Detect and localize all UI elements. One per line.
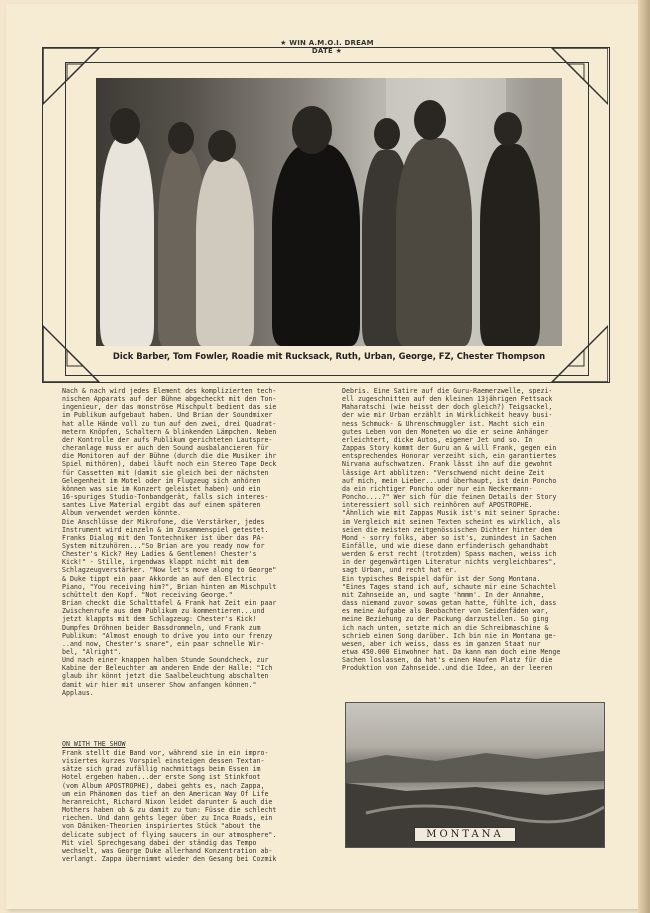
landscape-illustration <box>346 703 604 847</box>
band-group-photo <box>96 78 562 346</box>
article-column-right: Debris. Eine Satire auf die Guru-Raemerzwelle, spezi- ell zugeschnitten auf den kleinen 13jährigen Fettsack Maharatschi (wie heisst der doch gleich?) Teigsackel, der wie mir Urban erzählt in Wirklichkeit heavy busi- ness Schmuck- & Uhrenschmuggler ist. Macht sich ein gutes Leben von den Moneten wo die er seine Anhänger erleichtert, dicke Autos, eigener Jet und so. In Zappas Story kommt der Guru an & will Frank, gegen ein entsprechendes Honorar verzeiht sich, ein garantiertes Nirvana aufschwatzen. Frank lässt ihn auf die gewohnt lässige Art abblitzen: "Verschwend nicht deine Zeit auf mich, mein Lieber...und überhaupt, ist dein Poncho da ein richtiger Poncho oder nur ein Neckermann- Poncho....?" Wer sich für die feinen Details der Story interessiert soll sich reinhören auf APOSTROPHE. "Ähnlich wie mit Zappas Musik ist's mit seiner Sprache: im Vergleich mit seinen Texten scheint es wirklich, als seien die meisten zeitgenössischen Dichter hinter dem Mond - sorry folks, aber so ist's, zumindest in Sachen Einfälle, und wie diese dann erfinderisch gehandhabt werden & erst recht (trotzdem) Spass machen, weiss ich in der gegenwärtigen Literatur nichts vergleichbares", sagt Urban, und recht hat er. Ein typisches Beispiel dafür ist der Song Montana. "Eines Tages stand ich auf, schaute mir eine Schachtel mit Zahnseide an, und sagte 'hmmm'. In der Annahme, dass niemand zuvor sowas getan hatte, fühlte ich, dass es meine Aufgabe als Beobachter von Seidenfäden war, meine Beziehung zu der Packung darzustellen. So ging ich nach unten, setzte mich an die Schreibmaschine & schrieb einen Song darüber. Ich bin nie in Montana ge- wesen, aber ich weiss, dass es im ganzen Staat nur etwa 450.000 Einwohner hat. Da kann man doch eine Menge Sachen loslassen, da hat's einen Haufen Platz für die Produktion von Zahnseide..und die Idee, an der leeren <box>342 387 561 673</box>
article-column-left-bottom: Frank stellt die Band vor, während sie in ein impro- visiertes kurzes Vorspiel einsteigen dessen Textan- sätze sich grad zufällig nachmittags beim Essen im Hotel ergeben haben...der erste Song ist Stinkfoot (vom Album APOSTROPHE), dabei gehts es, nach Zappa, um ein Phänomen das tief an den American Way Of Life heranreicht, Richard Nixon leidet darunter & auch die Mothers haben ob & zu damit zu tun: Füsse die schlecht riechen. Und dann gehts leger über zu Inca Roads, ein von Däniken-Theorien inspiriertes Stück "about the delicate subject of flying saucers in our atmosphere". Mit viel Sprechgesang dabei der ständig das Tempo wechselt, was George Duke allerhand Konzentration ab- verlangt. Zappa übernimmt wieder den Gesang bei Cozmik <box>62 749 277 864</box>
contest-banner: ★ WIN A.M.O.I. DREAM DATE ★ <box>280 39 374 55</box>
page-spine <box>638 0 650 913</box>
corner-ornament-top-left <box>43 48 103 108</box>
article-column-left-top: Nach & nach wird jedes Element des komplizierten tech- nischen Apparats auf der Bühne abgecheckt mit den Ton- ingenieur, der das monströse Mischpult bedient das sie im Publikum aufgebaut haben. Und Brian der Soundmixer hat alle Hände voll zu tun auf den zwei, drei Quadrat- metern Knöpfen, Schaltern & blinkenden Lämpchen. Neben der Kontrolle der aufs Publikum gerichteten Lautspre- cheranlage muss er auch den Sound ausbalancieren für die Monitoren auf der Bühne (durch die die Musiker ihr Spiel mithören), dabei läuft noch ein Stereo Tape Deck für Cassetten mit (damit sie gleich bei der nächsten Gelegenheit im Motel oder im Flugzeug sich anhören können was sie im Konzert geleistet haben) und ein 16-spuriges Studio-Tonbandgerät, falls sich interes- santes Live Material ergibt das auf einem späteren Album verwendet werden könnte. Die Anschlüsse der Mikrofone, die Verstärker, jedes Instrument wird einzeln & im Zusammenspiel getestet. Franks Dialog mit den Tontechniker ist über das PA- System mitzuhören..."So Brian are you ready now for Chester's Kick? Hey Ladies & Gentlemen! Chester's Kick!" - Stille, irgendwas klappt nicht mit dem Schlagzeugverstärker. "Now let's move along to George" & Duke tippt ein paar Akkorde an auf den Electric Piano, "You receiving him?", Brian hinten am Mischpult schüttelt den Kopf. "Not receiving George." Brian checkt die Schalttafel & Frank hat Zeit ein paar Zwischenrufe aus dem Publikum zu kommentieren...und jetzt klappts mit dem Schlagzeug: Chester's Kick! Dumpfes Dröhnen beider Bassdrommeln, und Frank zum Publikum: "Almost enough to drive you into our frenzy ..and now, Chester's snare", ein paar schnelle Wir- bel, "Alright". Und nach einer knappen halben Stunde Soundcheck, zur Kabine der Beleuchter am anderen Ende der Halle: "Ich glaub ihr könnt jetzt die Saalbeleuchtung abschalten damit wir hier mit unserer Show anfangen können." Applaus. <box>62 387 277 697</box>
photo-caption: Dick Barber, Tom Fowler, Roadie mit Rucksack, Ruth, Urban, George, FZ, Chester Thompson <box>112 351 546 361</box>
section-subhead: ON WITH THE SHOW <box>62 740 126 748</box>
montana-label: MONTANA <box>414 827 516 842</box>
corner-ornament-bottom-left <box>43 322 103 382</box>
